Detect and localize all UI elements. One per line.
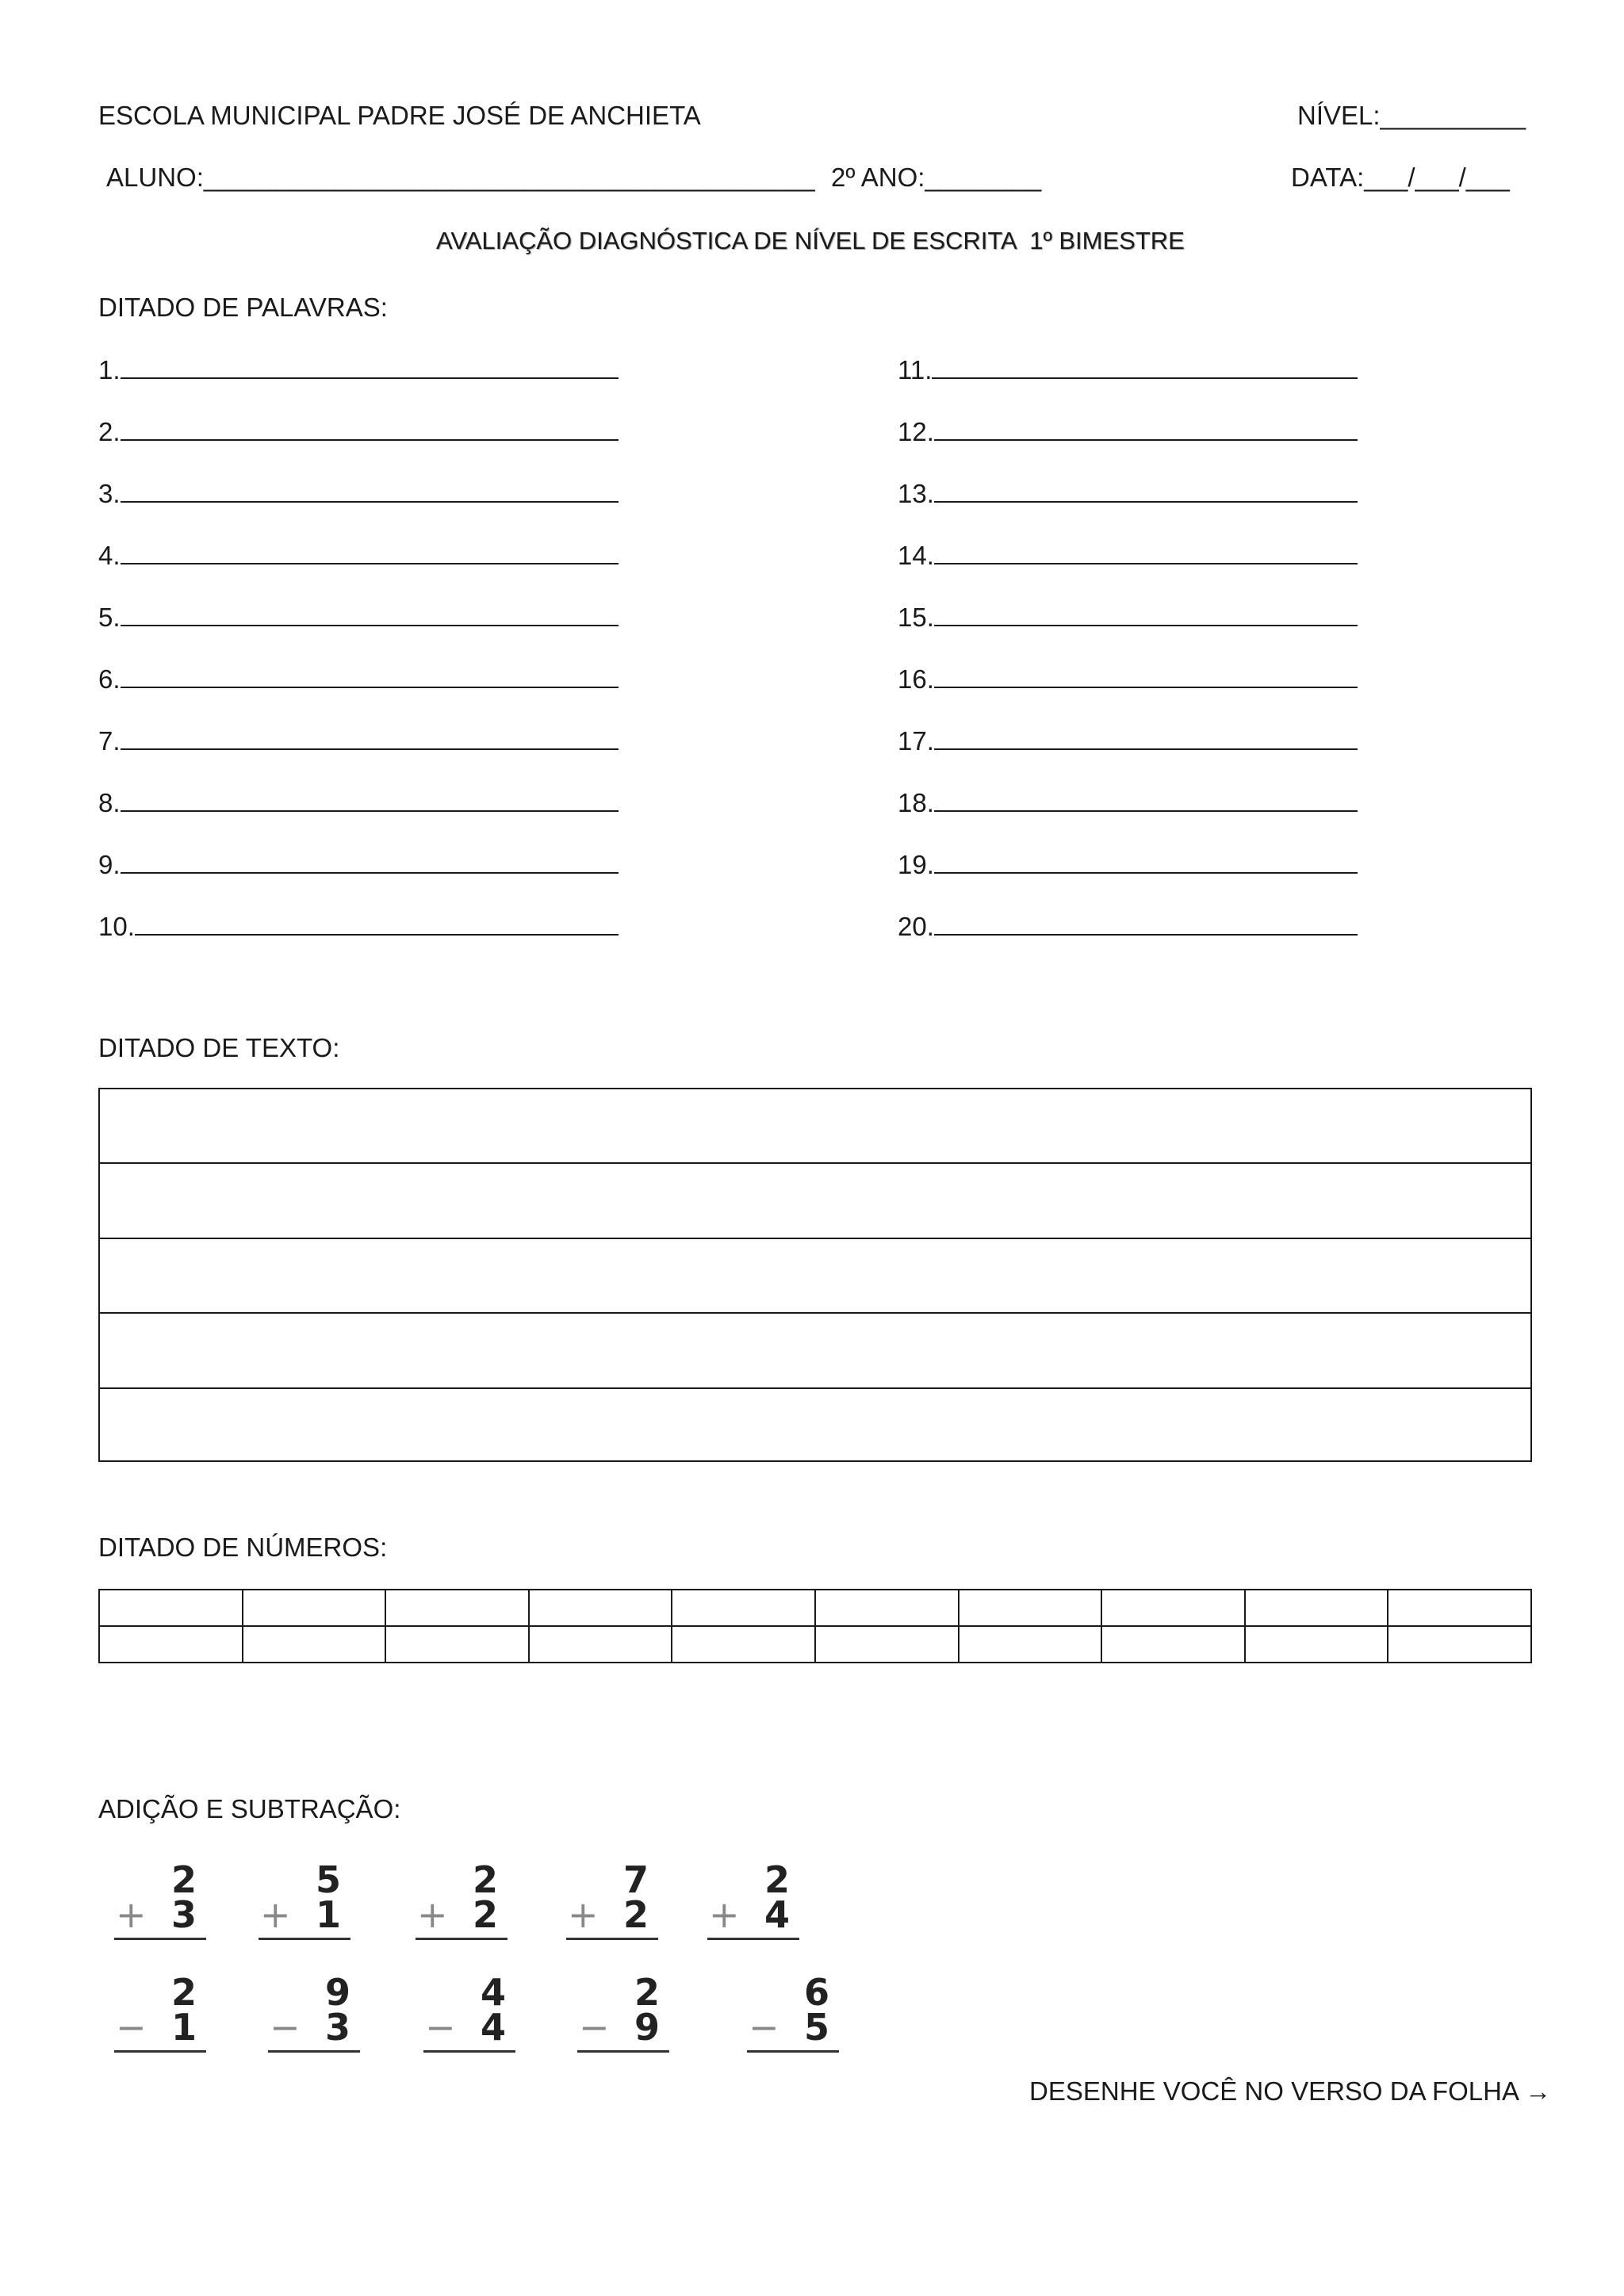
word-line-blank[interactable] bbox=[121, 477, 619, 503]
answer-line[interactable] bbox=[114, 2050, 206, 2053]
word-line-number: 4. bbox=[98, 541, 121, 570]
number-cell[interactable] bbox=[1101, 1626, 1245, 1663]
subtraction-exercise bbox=[262, 1973, 365, 2060]
operand-top: 7 bbox=[622, 1858, 649, 1901]
word-line-number: 15. bbox=[898, 603, 934, 632]
operand-bottom: 4 bbox=[764, 1893, 790, 1936]
number-cell[interactable] bbox=[815, 1626, 959, 1663]
word-line[interactable] bbox=[98, 725, 619, 757]
word-line[interactable] bbox=[98, 663, 619, 695]
plus-sign: + bbox=[116, 1893, 147, 1936]
text-line[interactable] bbox=[100, 1239, 1530, 1314]
number-cell[interactable] bbox=[99, 1590, 243, 1626]
number-cell[interactable] bbox=[243, 1590, 386, 1626]
numbers-section-label: DITADO DE NÚMEROS: bbox=[98, 1533, 388, 1562]
date-field[interactable]: DATA:___/___/___ bbox=[1291, 163, 1510, 192]
subtraction-exercise bbox=[108, 1973, 211, 2060]
text-line[interactable] bbox=[100, 1389, 1530, 1464]
word-line[interactable] bbox=[898, 539, 1358, 572]
word-line-number: 5. bbox=[98, 603, 121, 632]
word-line-number: 9. bbox=[98, 850, 121, 879]
operand-top: 6 bbox=[803, 1971, 829, 2014]
answer-line[interactable] bbox=[114, 1938, 206, 1940]
number-cell[interactable] bbox=[959, 1590, 1102, 1626]
word-line-blank[interactable] bbox=[934, 601, 1358, 626]
minus-sign: − bbox=[579, 2006, 610, 2049]
minus-sign: − bbox=[116, 2006, 147, 2049]
word-line-number: 2. bbox=[98, 417, 121, 446]
student-name-field[interactable]: ALUNO:__________________________________________ bbox=[106, 163, 815, 192]
operand-top: 4 bbox=[480, 1971, 506, 2014]
number-cell[interactable] bbox=[1388, 1590, 1531, 1626]
operand-bottom: 2 bbox=[622, 1893, 649, 1936]
answer-line[interactable] bbox=[747, 2050, 839, 2053]
word-line-number: 10. bbox=[98, 912, 135, 941]
addition-exercise bbox=[560, 1860, 663, 1947]
word-line-number: 1. bbox=[98, 355, 121, 385]
word-line-blank[interactable] bbox=[932, 354, 1358, 379]
word-line[interactable] bbox=[898, 354, 1358, 386]
plus-sign: + bbox=[260, 1893, 291, 1936]
school-name: ESCOLA MUNICIPAL PADRE JOSÉ DE ANCHIETA bbox=[98, 101, 701, 130]
plus-sign: + bbox=[568, 1893, 599, 1936]
word-line[interactable] bbox=[898, 848, 1358, 881]
subtraction-exercise bbox=[741, 1973, 844, 2060]
word-line[interactable] bbox=[98, 477, 619, 510]
word-line-blank[interactable] bbox=[934, 477, 1358, 503]
addition-exercise bbox=[409, 1860, 512, 1947]
addition-exercise bbox=[108, 1860, 211, 1947]
operand-top: 2 bbox=[472, 1858, 498, 1901]
word-line-number: 12. bbox=[898, 417, 934, 446]
operand-top: 2 bbox=[634, 1971, 660, 2014]
operand-top: 5 bbox=[315, 1858, 341, 1901]
operand-bottom: 1 bbox=[170, 2006, 197, 2049]
minus-sign: − bbox=[749, 2006, 779, 2049]
operand-bottom: 1 bbox=[315, 1893, 341, 1936]
operand-top: 9 bbox=[324, 1971, 350, 2014]
number-cell[interactable] bbox=[672, 1590, 815, 1626]
text-section-label: DITADO DE TEXTO: bbox=[98, 1033, 340, 1062]
word-line-number: 7. bbox=[98, 726, 121, 756]
minus-sign: − bbox=[425, 2006, 456, 2049]
operand-bottom: 9 bbox=[634, 2006, 660, 2049]
answer-line[interactable] bbox=[423, 2050, 515, 2053]
answer-line[interactable] bbox=[268, 2050, 360, 2053]
word-line[interactable] bbox=[98, 848, 619, 881]
word-line-number: 6. bbox=[98, 664, 121, 694]
operand-bottom: 4 bbox=[480, 2006, 506, 2049]
word-line[interactable] bbox=[898, 663, 1358, 695]
subtraction-exercise bbox=[571, 1973, 674, 2060]
number-cell[interactable] bbox=[672, 1626, 815, 1663]
word-line-number: 8. bbox=[98, 788, 121, 817]
number-cell[interactable] bbox=[1101, 1590, 1245, 1626]
grade-field[interactable]: 2º ANO:________ bbox=[831, 163, 1042, 192]
number-cell[interactable] bbox=[385, 1590, 529, 1626]
word-line-number: 13. bbox=[898, 479, 934, 508]
word-line-blank[interactable] bbox=[934, 415, 1358, 441]
word-line-blank[interactable] bbox=[121, 663, 619, 688]
word-line-blank[interactable] bbox=[121, 786, 619, 812]
operand-bottom: 3 bbox=[170, 1893, 197, 1936]
text-line[interactable] bbox=[100, 1314, 1530, 1388]
word-line-number: 16. bbox=[898, 664, 934, 694]
word-line-blank[interactable] bbox=[934, 848, 1358, 874]
word-line-blank[interactable] bbox=[934, 786, 1358, 812]
minus-sign: − bbox=[270, 2006, 301, 2049]
table-row bbox=[99, 1626, 1531, 1663]
number-cell[interactable] bbox=[1245, 1626, 1388, 1663]
answer-line[interactable] bbox=[259, 1938, 350, 1940]
word-line[interactable] bbox=[98, 786, 619, 819]
operand-bottom: 3 bbox=[324, 2006, 350, 2049]
table-row bbox=[99, 1590, 1531, 1626]
subtraction-exercise bbox=[417, 1973, 520, 2060]
word-line-blank[interactable] bbox=[121, 848, 619, 874]
text-line[interactable] bbox=[100, 1089, 1530, 1164]
number-cell[interactable] bbox=[1245, 1590, 1388, 1626]
number-cell[interactable] bbox=[385, 1626, 529, 1663]
word-line[interactable] bbox=[98, 539, 619, 572]
word-line-blank[interactable] bbox=[934, 910, 1358, 936]
word-line-number: 20. bbox=[898, 912, 934, 941]
word-line-number: 11. bbox=[898, 355, 933, 385]
word-line[interactable] bbox=[898, 477, 1358, 510]
word-line-blank[interactable] bbox=[121, 601, 619, 626]
operand-top: 2 bbox=[764, 1858, 790, 1901]
operand-bottom: 2 bbox=[472, 1893, 498, 1936]
number-cell[interactable] bbox=[99, 1626, 243, 1663]
word-line[interactable] bbox=[98, 415, 619, 448]
word-line-number: 14. bbox=[898, 541, 934, 570]
operand-top: 2 bbox=[170, 1971, 197, 2014]
text-line[interactable] bbox=[100, 1164, 1530, 1238]
word-line-blank[interactable] bbox=[135, 910, 619, 936]
word-line-number: 3. bbox=[98, 479, 121, 508]
text-dictation-box bbox=[98, 1088, 1532, 1462]
word-line[interactable] bbox=[898, 910, 1358, 943]
plus-sign: + bbox=[709, 1893, 740, 1936]
word-line[interactable] bbox=[98, 601, 619, 633]
word-line[interactable] bbox=[898, 786, 1358, 819]
word-line[interactable] bbox=[98, 354, 619, 386]
word-line[interactable] bbox=[98, 910, 619, 943]
number-cell[interactable] bbox=[529, 1626, 672, 1663]
word-line-blank[interactable] bbox=[121, 415, 619, 441]
words-section-label: DITADO DE PALAVRAS: bbox=[98, 293, 388, 322]
plus-sign: + bbox=[417, 1893, 448, 1936]
word-line-blank[interactable] bbox=[934, 725, 1358, 750]
answer-line[interactable] bbox=[577, 2050, 669, 2053]
answer-line[interactable] bbox=[707, 1938, 799, 1940]
answer-line[interactable] bbox=[416, 1938, 508, 1940]
word-line[interactable] bbox=[898, 725, 1358, 757]
number-cell[interactable] bbox=[815, 1590, 959, 1626]
word-line-blank[interactable] bbox=[121, 539, 619, 564]
addition-exercise bbox=[252, 1860, 355, 1947]
word-line-blank[interactable] bbox=[121, 354, 619, 379]
level-field[interactable]: NÍVEL:__________ bbox=[1297, 101, 1526, 130]
page-title: AVALIAÇÃO DIAGNÓSTICA DE NÍVEL DE ESCRITA 1º BIMESTRE bbox=[436, 227, 1185, 254]
number-cell[interactable] bbox=[529, 1590, 672, 1626]
word-line-blank[interactable] bbox=[121, 725, 619, 750]
word-line-blank[interactable] bbox=[934, 539, 1358, 564]
operand-bottom: 5 bbox=[803, 2006, 829, 2049]
answer-line[interactable] bbox=[566, 1938, 658, 1940]
math-section-label: ADIÇÃO E SUBTRAÇÃO: bbox=[98, 1794, 401, 1823]
word-line[interactable] bbox=[898, 601, 1358, 633]
numbers-dictation-table bbox=[98, 1589, 1532, 1663]
operand-top: 2 bbox=[170, 1858, 197, 1901]
word-line-blank[interactable] bbox=[934, 663, 1358, 688]
word-line-number: 17. bbox=[898, 726, 934, 756]
word-line-number: 19. bbox=[898, 850, 934, 879]
number-cell[interactable] bbox=[959, 1626, 1102, 1663]
word-line-number: 18. bbox=[898, 788, 934, 817]
word-line[interactable] bbox=[898, 415, 1358, 448]
number-cell[interactable] bbox=[1388, 1626, 1531, 1663]
footer-note: DESENHE VOCÊ NO VERSO DA FOLHA → bbox=[1029, 2076, 1552, 2106]
number-cell[interactable] bbox=[243, 1626, 386, 1663]
addition-exercise bbox=[701, 1860, 804, 1947]
